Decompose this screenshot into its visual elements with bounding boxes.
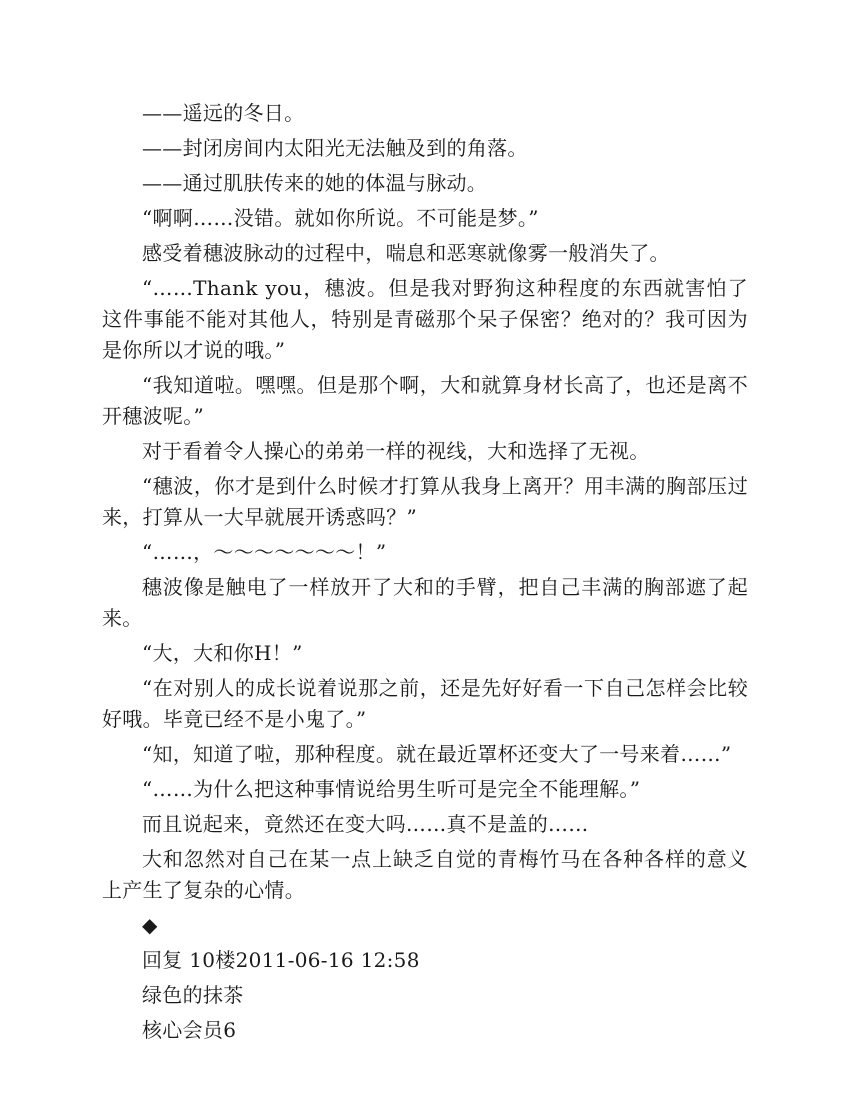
paragraph: “……，～～～～～～～！”: [142, 540, 387, 564]
paragraph: 大和忽然对自己在某一点上缺乏自觉的青梅竹马在各种各样的意义上产生了复杂的心情。: [102, 847, 748, 902]
paragraph: 感受着穗波脉动的过程中，喘息和恶寒就像雾一般消失了。: [142, 241, 670, 265]
paragraph: 对于看着令人操心的弟弟一样的视线，大和选择了无视。: [142, 439, 650, 463]
paragraph: “大，大和你H！”: [142, 641, 303, 665]
section-divider-diamond: ◆: [142, 913, 158, 937]
reply-floor-timestamp: 回复 10楼2011-06-16 12:58: [142, 948, 420, 972]
paragraph: “知，知道了啦，那种程度。就在最近罩杯还变大了一号来着……”: [142, 742, 732, 766]
paragraph: ——遥远的冬日。: [142, 101, 305, 125]
paragraph: 而且说起来，竟然还在变大吗……真不是盖的……: [142, 812, 589, 836]
paragraph: 穗波像是触电了一样放开了大和的手臂，把自己丰满的胸部遮了起来。: [102, 575, 748, 630]
paragraph: “……Thank you，穗波。但是我对野狗这种程度的东西就害怕了这件事能不能对其他人，特别是青磁那个呆子保密？绝对的？我可因为是你所以才说的哦。”: [102, 276, 748, 362]
author-name: 绿色的抹茶: [142, 983, 244, 1007]
paragraph: ——封闭房间内太阳光无法触及到的角落。: [142, 136, 528, 160]
paragraph: “我知道啦。嘿嘿。但是那个啊，大和就算身材长高了，也还是离不开穗波呢。”: [102, 373, 748, 428]
paragraph: “穗波，你才是到什么时候才打算从我身上离开？用丰满的胸部压过来，打算从一大早就展开诱惑吗？”: [102, 474, 748, 529]
paragraph: “啊啊……没错。就如你所说。不可能是梦。”: [142, 206, 539, 230]
document-page: [102, 98, 748, 1050]
paragraph: “在对别人的成长说着说那之前，还是先好好看一下自己怎样会比较好哦。毕竟已经不是小鬼了。”: [102, 676, 748, 731]
paragraph: “……为什么把这种事情说给男生听可是完全不能理解。”: [142, 777, 641, 801]
member-level: 核心会员6: [142, 1018, 237, 1042]
paragraph: ——通过肌肤传来的她的体温与脉动。: [142, 171, 488, 195]
